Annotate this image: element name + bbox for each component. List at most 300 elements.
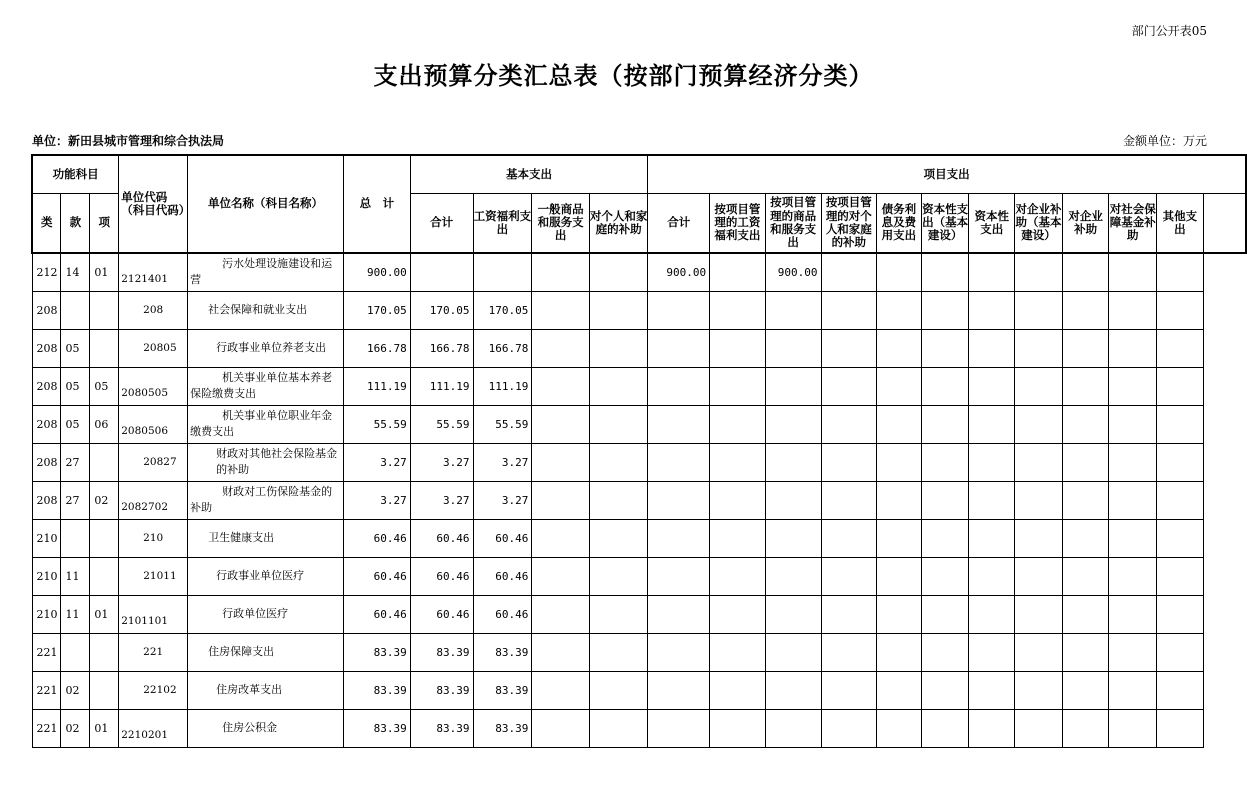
proj-capital-build-cell xyxy=(921,253,969,291)
proj-capital-cell xyxy=(969,519,1015,557)
xiang-cell: 06 xyxy=(90,405,119,443)
kuan-cell: 27 xyxy=(61,443,90,481)
basic-wage-cell: 170.05 xyxy=(473,291,532,329)
basic-wage-cell: 83.39 xyxy=(473,633,532,671)
subject-name-text: 财政对工伤保险基金的补助 xyxy=(190,485,333,514)
proj-enterprise-build-cell xyxy=(1015,253,1063,291)
proj-other-cell xyxy=(1157,253,1204,291)
proj-capital-cell xyxy=(969,367,1015,405)
proj-wage-cell xyxy=(710,405,766,443)
proj-capital-build-cell xyxy=(921,329,969,367)
xiang-cell xyxy=(90,671,119,709)
proj-total-cell xyxy=(648,519,710,557)
subject-name-text: 住房保障支出 xyxy=(208,645,275,659)
proj-capital-cell xyxy=(969,405,1015,443)
proj-goods-cell xyxy=(765,481,821,519)
basic-wage-cell: 60.46 xyxy=(473,595,532,633)
proj-total-cell xyxy=(648,481,710,519)
basic-personal-cell xyxy=(589,557,648,595)
proj-goods-cell: 900.00 xyxy=(765,253,821,291)
proj-capital-cell xyxy=(969,595,1015,633)
total-cell: 166.78 xyxy=(343,329,410,367)
basic-goods-cell xyxy=(532,367,590,405)
kuan-cell: 05 xyxy=(61,405,90,443)
proj-wage-cell xyxy=(710,329,766,367)
subject-code-cell: 20827 xyxy=(119,443,188,481)
proj-total-header: 合计 xyxy=(648,193,710,253)
proj-social-cell xyxy=(1109,481,1157,519)
proj-debt-cell xyxy=(877,443,922,481)
basic-wage-cell: 166.78 xyxy=(473,329,532,367)
xiang-cell: 01 xyxy=(90,709,119,747)
proj-wage-cell xyxy=(710,253,766,291)
table-row xyxy=(32,405,1246,443)
proj-social-cell xyxy=(1109,557,1157,595)
proj-total-cell xyxy=(648,557,710,595)
unit-label: 单位：新田县城市管理和综合执法局 xyxy=(32,134,225,148)
subject-name-cell xyxy=(188,329,344,367)
proj-capital-build-cell xyxy=(921,367,969,405)
basic-personal-cell xyxy=(589,253,648,291)
lei-cell: 221 xyxy=(32,633,61,671)
lei-cell: 208 xyxy=(32,405,61,443)
proj-capital-cell xyxy=(969,253,1015,291)
basic-goods-cell xyxy=(532,633,590,671)
subject-name-cell xyxy=(188,671,344,709)
proj-enterprise-cell xyxy=(1062,671,1109,709)
proj-personal-cell xyxy=(821,443,877,481)
xiang-header: 项 xyxy=(90,193,119,253)
table-row xyxy=(32,291,1246,329)
proj-total-cell xyxy=(648,405,710,443)
proj-debt-cell xyxy=(877,329,922,367)
proj-personal-cell xyxy=(821,481,877,519)
proj-personal-cell xyxy=(821,595,877,633)
proj-personal-cell xyxy=(821,405,877,443)
proj-capital-build-cell xyxy=(921,443,969,481)
proj-wage-cell xyxy=(710,443,766,481)
kuan-cell: 11 xyxy=(61,557,90,595)
proj-total-cell xyxy=(648,595,710,633)
lei-cell: 208 xyxy=(32,329,61,367)
basic-goods-cell xyxy=(532,405,590,443)
basic-goods-cell xyxy=(532,709,590,747)
subject-code-cell: 20805 xyxy=(119,329,188,367)
basic-goods-cell xyxy=(532,329,590,367)
basic-personal-cell xyxy=(589,633,648,671)
proj-social-cell xyxy=(1109,443,1157,481)
proj-personal-cell xyxy=(821,709,877,747)
total-header: 总 计 xyxy=(343,155,410,253)
proj-other-cell xyxy=(1157,367,1204,405)
proj-enterprise-build-cell xyxy=(1015,329,1063,367)
proj-capital-build-cell xyxy=(921,595,969,633)
page-title: 支出预算分类汇总表（按部门预算经济分类） xyxy=(373,62,874,90)
basic-personal-cell xyxy=(589,405,648,443)
proj-other-cell xyxy=(1157,557,1204,595)
subject-name-text: 行政单位医疗 xyxy=(222,607,289,621)
proj-wage-cell xyxy=(710,633,766,671)
table-row xyxy=(32,633,1246,671)
basic-wage-cell: 111.19 xyxy=(473,367,532,405)
basic-wage-cell: 55.59 xyxy=(473,405,532,443)
proj-enterprise-build-cell xyxy=(1015,405,1063,443)
basic-total-cell: 60.46 xyxy=(410,595,473,633)
basic-total-cell: 60.46 xyxy=(410,557,473,595)
proj-social-header: 对社会保障基金补助 xyxy=(1109,193,1157,253)
lei-cell: 221 xyxy=(32,671,61,709)
proj-total-cell xyxy=(648,633,710,671)
proj-debt-cell xyxy=(877,595,922,633)
lei-cell: 210 xyxy=(32,557,61,595)
subject-name-cell xyxy=(188,519,344,557)
lei-cell: 210 xyxy=(32,519,61,557)
basic-wage-header: 工资福利支出 xyxy=(473,193,532,253)
unit-code-header: 单位代码（科目代码） xyxy=(119,155,188,253)
proj-enterprise-build-cell xyxy=(1015,367,1063,405)
proj-enterprise-cell xyxy=(1062,481,1109,519)
proj-capital-cell xyxy=(969,671,1015,709)
proj-goods-cell xyxy=(765,329,821,367)
proj-total-cell xyxy=(648,671,710,709)
proj-personal-cell xyxy=(821,291,877,329)
proj-wage-cell xyxy=(710,557,766,595)
table-row xyxy=(32,329,1246,367)
basic-total-cell: 83.39 xyxy=(410,671,473,709)
proj-social-cell xyxy=(1109,329,1157,367)
basic-total-header: 合计 xyxy=(410,193,473,253)
proj-enterprise-cell xyxy=(1062,405,1109,443)
xiang-cell: 01 xyxy=(90,253,119,291)
proj-social-cell xyxy=(1109,519,1157,557)
proj-other-cell xyxy=(1157,519,1204,557)
kuan-cell: 27 xyxy=(61,481,90,519)
proj-capital-cell xyxy=(969,557,1015,595)
proj-goods-cell xyxy=(765,367,821,405)
proj-goods-cell xyxy=(765,519,821,557)
proj-enterprise-build-cell xyxy=(1015,557,1063,595)
proj-debt-header: 债务利息及费用支出 xyxy=(877,193,922,253)
basic-goods-cell xyxy=(532,481,590,519)
table-row xyxy=(32,519,1246,557)
kuan-cell xyxy=(61,633,90,671)
subject-name-cell xyxy=(188,291,344,329)
basic-wage-cell: 60.46 xyxy=(473,519,532,557)
proj-capital-cell xyxy=(969,329,1015,367)
xiang-cell xyxy=(90,557,119,595)
proj-other-cell xyxy=(1157,329,1204,367)
proj-enterprise-cell xyxy=(1062,633,1109,671)
proj-goods-cell xyxy=(765,595,821,633)
proj-enterprise-cell xyxy=(1062,367,1109,405)
proj-enterprise-build-cell xyxy=(1015,443,1063,481)
subject-code-cell: 2121401 xyxy=(119,253,188,291)
table-row xyxy=(32,557,1246,595)
xiang-cell xyxy=(90,291,119,329)
proj-enterprise-build-cell xyxy=(1015,595,1063,633)
proj-debt-cell xyxy=(877,709,922,747)
proj-total-cell xyxy=(648,367,710,405)
subject-code-cell: 2080506 xyxy=(119,405,188,443)
subject-name-text: 机关事业单位职业年金缴费支出 xyxy=(190,409,333,438)
proj-wage-cell xyxy=(710,481,766,519)
proj-capital-build-cell xyxy=(921,519,969,557)
basic-wage-cell xyxy=(473,253,532,291)
proj-goods-cell xyxy=(765,557,821,595)
unit-name-header: 单位名称（科目名称） xyxy=(188,155,344,253)
basic-personal-cell xyxy=(589,329,648,367)
proj-capital-build-cell xyxy=(921,633,969,671)
proj-enterprise-build-cell xyxy=(1015,519,1063,557)
proj-wage-cell xyxy=(710,519,766,557)
proj-enterprise-header: 对企业补助 xyxy=(1062,193,1109,253)
proj-capital-cell xyxy=(969,291,1015,329)
subject-name-text: 污水处理设施建设和运营 xyxy=(190,257,333,287)
total-cell: 60.46 xyxy=(343,519,410,557)
proj-other-cell xyxy=(1157,595,1204,633)
proj-other-cell xyxy=(1157,671,1204,709)
proj-wage-cell xyxy=(710,291,766,329)
proj-total-cell xyxy=(648,443,710,481)
total-cell: 170.05 xyxy=(343,291,410,329)
proj-total-cell: 900.00 xyxy=(648,253,710,291)
proj-wage-cell xyxy=(710,595,766,633)
total-cell: 900.00 xyxy=(343,253,410,291)
proj-enterprise-cell xyxy=(1062,329,1109,367)
proj-wage-cell xyxy=(710,367,766,405)
proj-wage-cell xyxy=(710,709,766,747)
proj-debt-cell xyxy=(877,253,922,291)
basic-total-cell: 166.78 xyxy=(410,329,473,367)
proj-other-cell xyxy=(1157,709,1204,747)
proj-enterprise-build-cell xyxy=(1015,709,1063,747)
basic-personal-cell xyxy=(589,291,648,329)
proj-social-cell xyxy=(1109,633,1157,671)
subject-code-cell: 22102 xyxy=(119,671,188,709)
proj-goods-cell xyxy=(765,633,821,671)
basic-total-cell: 3.27 xyxy=(410,443,473,481)
subject-name-text: 财政对其他社会保险基金的补助 xyxy=(216,447,338,476)
lei-cell: 208 xyxy=(32,443,61,481)
proj-other-cell xyxy=(1157,291,1204,329)
basic-total-cell: 60.46 xyxy=(410,519,473,557)
table-row xyxy=(32,367,1246,405)
basic-goods-cell xyxy=(532,595,590,633)
subject-code-cell: 208 xyxy=(119,291,188,329)
subject-name-text: 机关事业单位基本养老保险缴费支出 xyxy=(190,371,333,400)
subject-name-cell xyxy=(188,405,344,443)
kuan-cell: 02 xyxy=(61,671,90,709)
basic-wage-cell: 83.39 xyxy=(473,671,532,709)
subject-code-cell: 21011 xyxy=(119,557,188,595)
subject-code-cell: 2082702 xyxy=(119,481,188,519)
proj-capital-build-header: 资本性支出（基本建设） xyxy=(921,193,969,253)
total-cell: 83.39 xyxy=(343,709,410,747)
proj-capital-cell xyxy=(969,481,1015,519)
proj-capital-cell xyxy=(969,709,1015,747)
lei-cell: 208 xyxy=(32,367,61,405)
proj-enterprise-build-cell xyxy=(1015,671,1063,709)
proj-debt-cell xyxy=(877,557,922,595)
proj-debt-cell xyxy=(877,481,922,519)
lei-cell: 221 xyxy=(32,709,61,747)
proj-enterprise-cell xyxy=(1062,709,1109,747)
basic-wage-cell: 60.46 xyxy=(473,557,532,595)
proj-social-cell xyxy=(1109,709,1157,747)
proj-personal-cell xyxy=(821,329,877,367)
amount-unit: 金额单位：万元 xyxy=(1122,134,1207,148)
proj-enterprise-build-cell xyxy=(1015,291,1063,329)
total-cell: 60.46 xyxy=(343,557,410,595)
proj-debt-cell xyxy=(877,671,922,709)
basic-total-cell: 111.19 xyxy=(410,367,473,405)
subject-name-cell xyxy=(188,557,344,595)
proj-goods-cell xyxy=(765,291,821,329)
table-row xyxy=(32,253,1246,291)
table-row xyxy=(32,443,1246,481)
proj-debt-cell xyxy=(877,405,922,443)
subject-name-cell xyxy=(188,253,344,291)
proj-debt-cell xyxy=(877,291,922,329)
total-cell: 3.27 xyxy=(343,481,410,519)
kuan-cell: 11 xyxy=(61,595,90,633)
xiang-cell xyxy=(90,633,119,671)
subject-code-cell: 221 xyxy=(119,633,188,671)
total-cell: 111.19 xyxy=(343,367,410,405)
proj-personal-cell xyxy=(821,367,877,405)
proj-other-cell xyxy=(1157,443,1204,481)
basic-goods-cell xyxy=(532,291,590,329)
basic-wage-cell: 3.27 xyxy=(473,481,532,519)
subject-name-cell xyxy=(188,367,344,405)
subject-name-text: 行政事业单位养老支出 xyxy=(216,341,327,355)
total-cell: 55.59 xyxy=(343,405,410,443)
proj-total-cell xyxy=(648,291,710,329)
proj-personal-header: 按项目管理的对个人和家庭的补助 xyxy=(821,193,877,253)
kuan-cell: 02 xyxy=(61,709,90,747)
subject-name-text: 卫生健康支出 xyxy=(208,531,275,545)
kuan-cell xyxy=(61,291,90,329)
basic-total-cell: 83.39 xyxy=(410,633,473,671)
basic-personal-cell xyxy=(589,443,648,481)
basic-total-cell xyxy=(410,253,473,291)
proj-social-cell xyxy=(1109,253,1157,291)
proj-goods-cell xyxy=(765,405,821,443)
kuan-header: 款 xyxy=(61,193,90,253)
lei-cell: 212 xyxy=(32,253,61,291)
proj-capital-build-cell xyxy=(921,557,969,595)
subject-name-cell xyxy=(188,481,344,519)
proj-total-cell xyxy=(648,709,710,747)
xiang-cell xyxy=(90,519,119,557)
xiang-cell: 01 xyxy=(90,595,119,633)
basic-goods-header: 一般商品和服务支出 xyxy=(532,193,590,253)
xiang-cell: 05 xyxy=(90,367,119,405)
basic-total-cell: 3.27 xyxy=(410,481,473,519)
form-code: 部门公开表05 xyxy=(1131,24,1207,38)
subject-name-cell xyxy=(188,443,344,481)
subject-code-cell: 2210201 xyxy=(119,709,188,747)
basic-wage-cell: 3.27 xyxy=(473,443,532,481)
proj-total-cell xyxy=(648,329,710,367)
subject-name-cell xyxy=(188,709,344,747)
basic-goods-cell xyxy=(532,557,590,595)
proj-social-cell xyxy=(1109,405,1157,443)
proj-other-cell xyxy=(1157,481,1204,519)
func-subject-header: 功能科目 xyxy=(32,155,119,193)
proj-goods-cell xyxy=(765,709,821,747)
proj-goods-cell xyxy=(765,443,821,481)
basic-personal-cell xyxy=(589,595,648,633)
proj-capital-cell xyxy=(969,443,1015,481)
proj-enterprise-cell xyxy=(1062,595,1109,633)
table-row xyxy=(32,481,1246,519)
proj-personal-cell xyxy=(821,253,877,291)
proj-enterprise-build-cell xyxy=(1015,481,1063,519)
table-row xyxy=(32,671,1246,709)
proj-capital-build-cell xyxy=(921,405,969,443)
proj-social-cell xyxy=(1109,671,1157,709)
lei-cell: 208 xyxy=(32,291,61,329)
lei-cell: 208 xyxy=(32,481,61,519)
lei-cell: 210 xyxy=(32,595,61,633)
proj-debt-cell xyxy=(877,633,922,671)
proj-capital-header: 资本性支出 xyxy=(969,193,1015,253)
proj-other-cell xyxy=(1157,405,1204,443)
kuan-cell xyxy=(61,519,90,557)
kuan-cell: 05 xyxy=(61,329,90,367)
proj-enterprise-build-cell xyxy=(1015,633,1063,671)
proj-enterprise-cell xyxy=(1062,443,1109,481)
proj-social-cell xyxy=(1109,291,1157,329)
proj-enterprise-build-header: 对企业补助（基本建设） xyxy=(1015,193,1063,253)
proj-debt-cell xyxy=(877,519,922,557)
basic-personal-cell xyxy=(589,671,648,709)
subject-code-cell: 2101101 xyxy=(119,595,188,633)
proj-wage-cell xyxy=(710,671,766,709)
proj-other-cell xyxy=(1157,633,1204,671)
basic-total-cell: 83.39 xyxy=(410,709,473,747)
basic-personal-cell xyxy=(589,709,648,747)
proj-capital-cell xyxy=(969,633,1015,671)
budget-table xyxy=(31,154,1247,748)
proj-personal-cell xyxy=(821,671,877,709)
kuan-cell: 14 xyxy=(61,253,90,291)
total-cell: 60.46 xyxy=(343,595,410,633)
project-expense-header: 项目支出 xyxy=(648,155,1246,193)
basic-personal-cell xyxy=(589,367,648,405)
xiang-cell: 02 xyxy=(90,481,119,519)
proj-capital-build-cell xyxy=(921,709,969,747)
basic-goods-cell xyxy=(532,671,590,709)
basic-personal-cell xyxy=(589,481,648,519)
proj-personal-cell xyxy=(821,557,877,595)
proj-capital-build-cell xyxy=(921,481,969,519)
proj-capital-build-cell xyxy=(921,671,969,709)
basic-wage-cell: 83.39 xyxy=(473,709,532,747)
proj-other-header: 其他支出 xyxy=(1157,193,1204,253)
table-row xyxy=(32,709,1246,747)
xiang-cell xyxy=(90,443,119,481)
proj-enterprise-cell xyxy=(1062,557,1109,595)
proj-goods-header: 按项目管理的商品和服务支出 xyxy=(765,193,821,253)
subject-name-text: 住房公积金 xyxy=(222,721,278,735)
basic-goods-cell xyxy=(532,253,590,291)
xiang-cell xyxy=(90,329,119,367)
subject-name-text: 行政事业单位医疗 xyxy=(216,569,305,583)
basic-total-cell: 55.59 xyxy=(410,405,473,443)
basic-personal-header: 对个人和家庭的补助 xyxy=(589,193,648,253)
